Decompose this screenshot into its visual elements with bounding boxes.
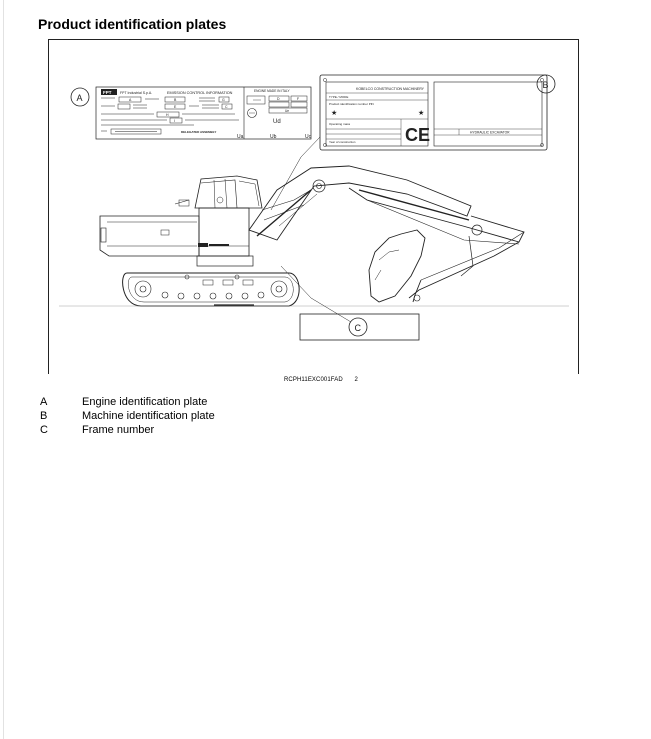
machine-plate-type: TYPE / MODE [329, 95, 349, 99]
machine-plate-star-left: ★ [331, 110, 338, 117]
machine-plate-pin-label: Product identification number PIN [329, 102, 374, 106]
legend-text: Frame number [82, 424, 155, 436]
legend-item [40, 423, 215, 437]
engine-cell-g: G [222, 98, 225, 102]
engine-cell-a: A [129, 98, 132, 102]
machine-identification-plate [320, 75, 547, 150]
engine-cell-ud: Ud [273, 119, 281, 125]
engine-cell-ub: Ub [270, 134, 277, 140]
page-left-rule [3, 0, 4, 739]
excavator-illustration [49, 40, 580, 375]
engine-cell-c: C [225, 105, 228, 109]
figure-reference: RCPH11EXC001FAD [284, 377, 343, 383]
svg-text:A: A [76, 93, 83, 103]
callout-c [349, 318, 367, 336]
engine-identification-plate [96, 87, 312, 140]
legend-letter: B [40, 410, 48, 422]
machine-plate-operating-mass: Operating mass [329, 122, 351, 126]
engine-cell-ue: Ue [285, 109, 290, 113]
machine-plate-description: HYDRAULIC EXCAVATOR [470, 130, 510, 135]
callout-b [537, 75, 555, 93]
engine-plate-family: DELEGATED ASSEMBLY [181, 130, 217, 134]
excavator-drawing [59, 166, 569, 306]
legend-text: Machine identification plate [82, 410, 215, 422]
svg-text:C: C [354, 323, 361, 333]
engine-cell-i: I [174, 119, 175, 123]
ce-mark: CE [405, 125, 431, 145]
engine-plate-heading: EMISSION CONTROL INFORMATION [167, 91, 233, 95]
legend-letter: A [40, 396, 48, 408]
machine-plate-year: Year of construction [329, 140, 356, 144]
legend-text: Engine identification plate [82, 396, 208, 408]
engine-cell-e: E [174, 105, 177, 109]
engine-plate-company: FPT Industrial S.p.A. [120, 91, 153, 95]
page-title: Product identification plates [38, 16, 227, 32]
engine-cell-h: H [166, 113, 169, 117]
callout-a [71, 88, 89, 106]
machine-plate-star-right: ★ [418, 110, 425, 117]
legend-item [40, 395, 215, 409]
engine-plate-made-in: ENGINE MADE IN ITALY [254, 89, 290, 93]
figure-caption [284, 377, 358, 383]
legend [40, 395, 215, 437]
legend-item [40, 409, 215, 423]
legend-letter: C [40, 424, 48, 436]
engine-cell-d: D [277, 97, 280, 101]
figure-number: 2 [354, 377, 358, 383]
figure-frame [48, 39, 579, 374]
svg-text:B: B [542, 80, 549, 90]
engine-cell-ua: Ua [237, 134, 244, 140]
engine-cell-f: F [297, 97, 300, 101]
machine-plate-heading: KOBELCO CONSTRUCTION MACHINERY [356, 87, 424, 91]
brand-logo: FPT [103, 90, 112, 95]
engine-cell-b: B [174, 98, 177, 102]
engine-cell-uc: Uc [305, 134, 312, 140]
